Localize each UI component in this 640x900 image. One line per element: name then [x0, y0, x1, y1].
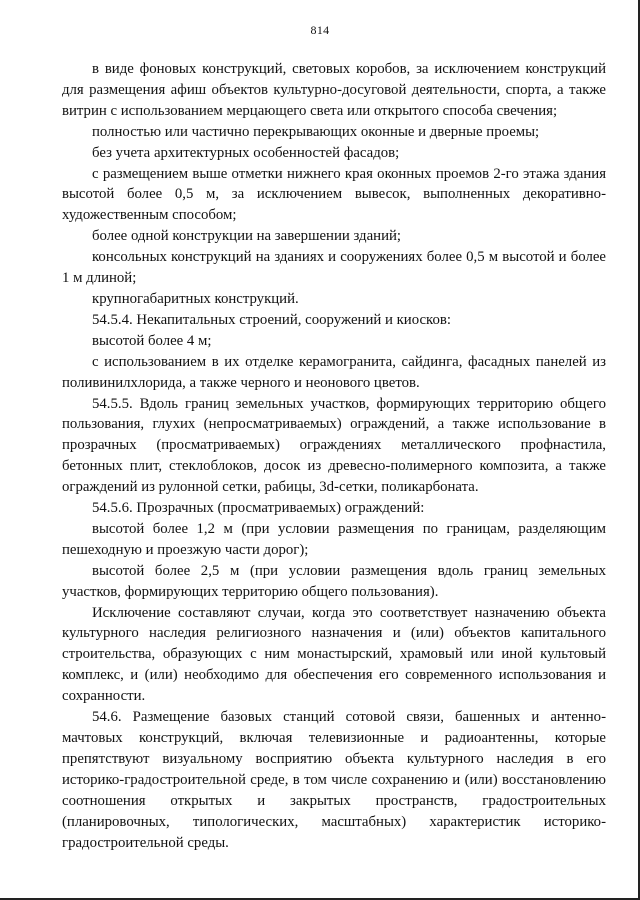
- paragraph: консольных конструкций на зданиях и сооружениях более 0,5 м высотой и более 1 м длиной;: [62, 249, 606, 287]
- paragraph: без учета архитектурных особенностей фасадов;: [92, 144, 400, 161]
- paragraph: 54.5.5. Вдоль границ земельных участков, формирующих территорию общего пользования, глухих (непросматриваемых) ограждений, а также использование в прозрачных (просматриваемых) ограждениях металлического профнастила, бетонных плит, стеклоблоков, досок из древесно-полимерного композита, а также ограждений из рулонной сетки, рабицы, 3d-сетки, поликарбоната.: [62, 395, 606, 496]
- document-body: [62, 59, 606, 853]
- paragraph: Исключение составляют случаи, когда это соответствует назначению объекта культурного наследия религиозного назначения и (или) объектов капитального строительства, образующих с ним монастырский, храмовый или иной культовый комплекс, и (или) необходимо для обеспечения его современного использования и сохранности.: [62, 604, 606, 705]
- paragraph: более одной конструкции на завершении зданий;: [92, 228, 402, 245]
- paragraph: в виде фоновых конструкций, световых коробов, за исключением конструкций для размещения афиш объектов культурно-досуговой деятельности, спорта, а также витрин с использованием мерцающего света или открытого способа свечения;: [62, 61, 606, 119]
- paragraph: с использованием в их отделке керамогранита, сайдинга, фасадных панелей из поливинилхлорида, а также черного и неонового цветов.: [62, 353, 606, 391]
- paragraph: с размещением выше отметки нижнего края оконных проемов 2-го этажа здания высотой более 0,5 м, за исключением вывесок, выполненных декоративно-художественным способом;: [62, 165, 606, 224]
- paragraph: 54.5.6. Прозрачных (просматриваемых) ограждений:: [92, 500, 425, 517]
- paragraph: 54.5.4. Некапитальных строений, сооружений и киосков:: [92, 311, 451, 328]
- paragraph: высотой более 1,2 м (при условии размещения по границам, разделяющим пешеходную и проезжую части дорог);: [62, 520, 606, 558]
- paragraph: высотой более 4 м;: [92, 332, 212, 349]
- paragraph: полностью или частично перекрывающих оконные и дверные проемы;: [92, 123, 540, 140]
- paragraph: высотой более 2,5 м (при условии размещения вдоль границ земельных участков, формирующих территорию общего пользования).: [62, 562, 606, 600]
- paragraph: крупногабаритных конструкций.: [92, 290, 299, 307]
- paragraph: 54.6. Размещение базовых станций сотовой связи, башенных и антенно-мачтовых конструкций, включая телевизионные и радиоантенны, которые препятствуют визуальному восприятию объекта культурного наследия в его историко-градостроительной среде, в том числе сохранению и (или) восстановлению соотношения открытых и закрытых пространств, градостроительных (планировочных, типологических, масштабных) характеристик историко-градостроительной среды.: [62, 709, 606, 851]
- page-number: 814: [310, 23, 330, 37]
